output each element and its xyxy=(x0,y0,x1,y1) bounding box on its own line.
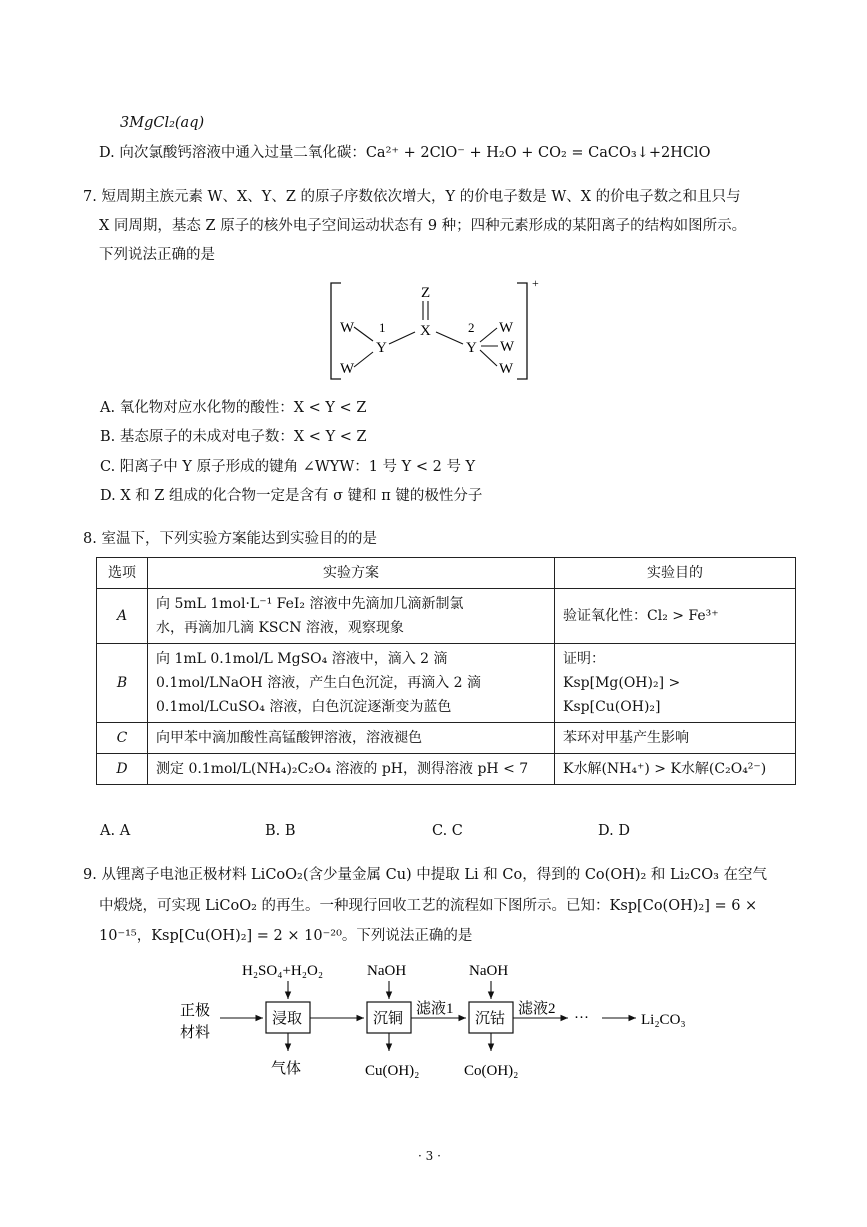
start-label-line2: 材料 xyxy=(180,1025,211,1041)
prev-option-d: D. 向次氯酸钙溶液中通入过量二氧化碳：Ca²⁺ + 2ClO⁻ + H₂O + CO₂ = CaCO₃↓+2HClO xyxy=(99,145,711,161)
row-goal xyxy=(555,754,796,785)
header-goal: 实验目的 xyxy=(555,558,796,589)
q7-option-a: A. 氧化物对应水化物的酸性：X < Y < Z xyxy=(100,400,367,416)
q8-stem: 8. 室温下，下列实验方案能达到实验目的的是 xyxy=(83,531,377,547)
plan-line: 水，再滴加几滴 KSCN 溶液，观察现象 xyxy=(156,620,404,636)
filtrate-2: 滤液2 xyxy=(518,1001,556,1017)
q8-answer-a: A. A xyxy=(100,823,131,839)
q7-option-b: B. 基态原子的未成对电子数：X < Y < Z xyxy=(100,429,367,445)
reagent-h2so4-h2o2: H₂SO₄+H₂O₂ xyxy=(242,963,324,979)
table-row xyxy=(97,589,796,644)
equation-continuation: 3MgCl₂(aq) xyxy=(120,115,205,131)
reagent-naoh-1: NaOH xyxy=(367,963,407,979)
atom-y2: Y xyxy=(466,340,477,356)
reagent-naoh-2: NaOH xyxy=(469,963,509,979)
q9-stem-line2: 中煅烧，可实现 LiCoO₂ 的再生。一种现行回收工艺的流程如下图所示。已知：Ksp[Co(OH)₂] = 6 × xyxy=(99,898,758,914)
row-option: A xyxy=(97,589,148,644)
plan-line: 向甲苯中滴加酸性高锰酸钾溶液，溶液褪色 xyxy=(156,730,422,746)
goal-line: K水解(NH₄⁺) > K水解(C₂O₄²⁻) xyxy=(563,761,767,777)
atom-w1: W xyxy=(340,320,355,336)
output-cu-oh2: Cu(OH)₂ xyxy=(365,1063,420,1079)
atom-w4: W xyxy=(500,339,515,355)
atom-z: Z xyxy=(421,285,431,301)
plan-line: 向 1mL 0.1mol/L MgSO₄ 溶液中，滴入 2 滴 xyxy=(156,651,448,667)
q9-stem-line1: 9. 从锂离子电池正极材料 LiCoO₂(含少量金属 Cu) 中提取 Li 和 Co，得到的 Co(OH)₂ 和 Li₂CO₃ 在空气 xyxy=(83,867,768,883)
table-header-row xyxy=(97,558,796,589)
plan-line: 测定 0.1mol/L(NH₄)₂C₂O₄ 溶液的 pH，测得溶液 pH < 7 xyxy=(156,761,529,777)
row-plan xyxy=(148,644,555,723)
row-goal xyxy=(555,589,796,644)
page-number: · 3 · xyxy=(418,1149,441,1163)
plan-line: 向 5mL 1mol·L⁻¹ FeI₂ 溶液中先滴加几滴新制氯 xyxy=(156,596,464,612)
goal-line: 证明： xyxy=(563,651,605,667)
table-row xyxy=(97,644,796,723)
row-option: D xyxy=(97,754,148,785)
step-leaching: 浸取 xyxy=(272,1011,303,1027)
table-row xyxy=(97,723,796,754)
atom-x: X xyxy=(420,323,431,339)
output-gas: 气体 xyxy=(271,1061,302,1077)
experiment-table xyxy=(96,557,796,785)
filtrate-1: 滤液1 xyxy=(416,1001,454,1017)
cation-structure-diagram xyxy=(325,275,550,385)
header-option: 选项 xyxy=(97,558,148,589)
q8-answer-c: C. C xyxy=(432,823,463,839)
start-label-line1: 正极 xyxy=(180,1003,211,1019)
q7-stem-line2: X 同周期，基态 Z 原子的核外电子空间运动状态有 9 种；四种元素形成的某阳离子的结构如图所示。 xyxy=(99,218,747,234)
q7-option-c: C. 阳离子中 Y 原子形成的键角 ∠WYW：1 号 Y < 2 号 Y xyxy=(100,459,476,475)
label-1: 1 xyxy=(379,320,386,335)
ellipsis: ··· xyxy=(574,1010,589,1026)
row-plan xyxy=(148,589,555,644)
charge-sign: + xyxy=(532,276,539,290)
q9-stem-line3: 10⁻¹⁵，Ksp[Cu(OH)₂] = 2 × 10⁻²⁰。下列说法正确的是 xyxy=(99,928,473,944)
q8-answer-b: B. B xyxy=(265,823,296,839)
q7-option-d: D. X 和 Z 组成的化合物一定是含有 σ 键和 π 键的极性分子 xyxy=(100,488,483,504)
atom-w3: W xyxy=(499,320,514,336)
goal-line: Ksp[Mg(OH)₂] > xyxy=(563,675,681,691)
step-copper-precipitation: 沉铜 xyxy=(373,1011,404,1027)
product-li2co3: Li₂CO₃ xyxy=(641,1012,686,1028)
goal-line: 验证氧化性：Cl₂ > Fe³⁺ xyxy=(563,608,719,624)
plan-line: 0.1mol/LCuSO₄ 溶液，白色沉淀逐渐变为蓝色 xyxy=(156,699,452,715)
output-co-oh2: Co(OH)₂ xyxy=(464,1063,519,1079)
q7-stem-line3: 下列说法正确的是 xyxy=(99,247,215,263)
goal-line: 苯环对甲基产生影响 xyxy=(563,730,689,746)
q7-stem-line1: 7. 短周期主族元素 W、X、Y、Z 的原子序数依次增大，Y 的价电子数是 W、X 的价电子数之和且只与 xyxy=(83,189,741,205)
step-cobalt-precipitation: 沉钴 xyxy=(475,1011,506,1027)
row-goal xyxy=(555,723,796,754)
row-option: B xyxy=(97,644,148,723)
plan-line: 0.1mol/LNaOH 溶液，产生白色沉淀，再滴入 2 滴 xyxy=(156,675,482,691)
header-plan: 实验方案 xyxy=(148,558,555,589)
row-goal xyxy=(555,644,796,723)
atom-w5: W xyxy=(499,361,514,377)
table-row xyxy=(97,754,796,785)
row-plan xyxy=(148,723,555,754)
q8-answer-d: D. D xyxy=(598,823,630,839)
row-option: C xyxy=(97,723,148,754)
recycling-flowchart xyxy=(160,955,720,1090)
atom-w2: W xyxy=(340,361,355,377)
row-plan xyxy=(148,754,555,785)
atom-y1: Y xyxy=(376,340,387,356)
goal-line: Ksp[Cu(OH)₂] xyxy=(563,699,661,715)
label-2: 2 xyxy=(468,320,475,335)
